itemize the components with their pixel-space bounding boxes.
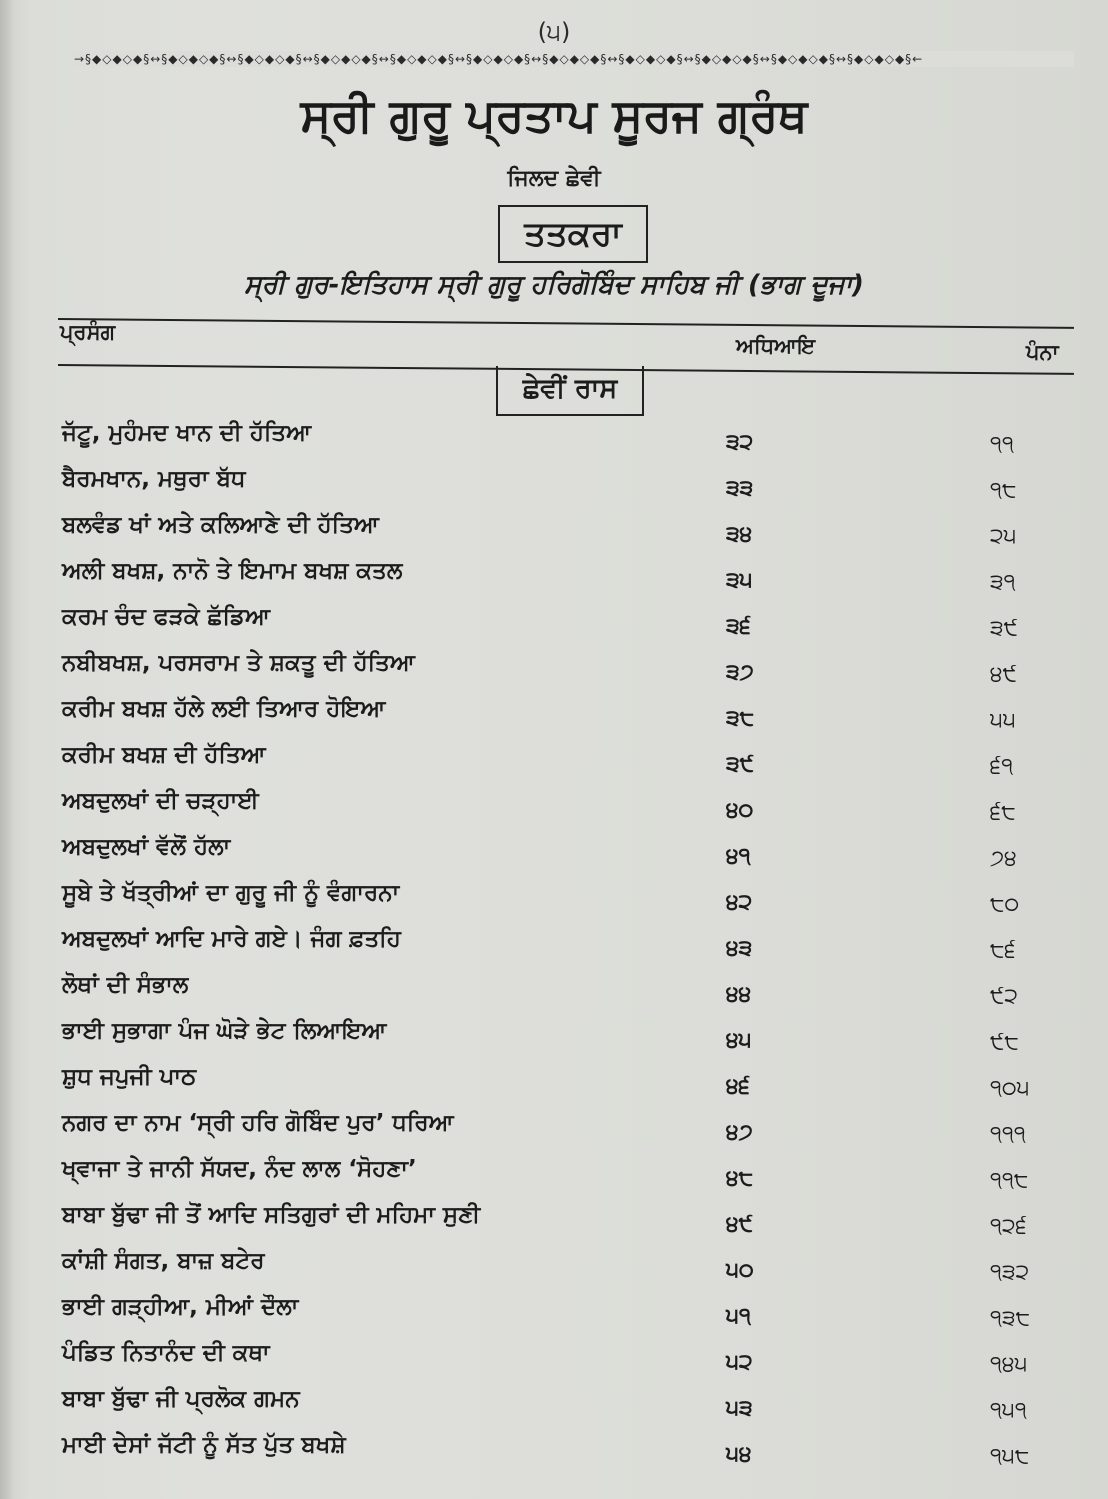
row-topic: ਮਾਈ ਦੇਸਾਂ ਜੱਟੀ ਨੂੰ ਸੱਤ ਪੁੱਤ ਬਖਸ਼ੇ xyxy=(62,1432,346,1458)
row-topic: ਕਰੀਮ ਬਖਸ਼ ਹੱਲੇ ਲਈ ਤਿਆਰ ਹੋਇਆ xyxy=(62,696,386,722)
row-chapter: ੪੮ xyxy=(726,1166,754,1191)
column-header-topic: ਪ੍ਰਸੰਗ xyxy=(60,320,116,344)
row-topic: ਭਾਈ ਸੁਭਾਗਾ ਪੰਜ ਘੋੜੇ ਭੇਟ ਲਿਆਇਆ xyxy=(62,1018,387,1044)
row-page: ੩੧ xyxy=(990,570,1016,595)
table-row xyxy=(0,926,1108,972)
row-topic: ਜੱਟੂ, ਮੁਹੰਮਦ ਖਾਨ ਦੀ ਹੱਤਿਆ xyxy=(62,420,312,446)
table-row xyxy=(0,604,1108,650)
row-chapter: ੪੭ xyxy=(726,1120,753,1145)
row-page: ੧੮ xyxy=(990,478,1017,503)
table-row xyxy=(0,1432,1108,1478)
row-topic: ਭਾਈ ਗੜ੍ਹੀਆ, ਮੀਆਂ ਦੌਲਾ xyxy=(62,1294,299,1320)
row-topic: ਅਬਦੁਲਖਾਂ ਆਦਿ ਮਾਰੇ ਗਏ। ਜੰਗ ਫ਼ਤਹਿ xyxy=(62,926,401,952)
table-header-top-rule xyxy=(58,318,1074,329)
row-topic: ਅਲੀ ਬਖਸ਼, ਨਾਨੋ ਤੇ ਇਮਾਮ ਬਖਸ਼ ਕਤਲ xyxy=(62,558,403,584)
row-page: ੮੬ xyxy=(990,938,1016,963)
row-chapter: ੩੮ xyxy=(726,706,755,731)
row-page: ੧੪੫ xyxy=(990,1352,1028,1377)
column-header-chapter: ਅਧਿਆਇ xyxy=(736,334,816,358)
ornamental-divider-pattern: →§◆◇◆◇◆§↔§◆◇◆◇◆§↔§◆◇◆◇◆§↔§◆◇◆◇◆§↔§◆◇◆◇◆§↔§◆◇◆◇◆§↔§◆◇◆◇◆§↔§◆◇◆◇◆§↔§◆◇◆◇◆§↔§◆◇◆◇◆§↔§◆◇◆◇◆§← xyxy=(74,51,1074,67)
book-title: ਸ੍ਰੀ ਗੁਰੂ ਪ੍ਰਤਾਪ ਸੂਰਜ ਗ੍ਰੰਥ xyxy=(300,88,808,142)
table-row xyxy=(0,696,1108,742)
row-chapter: ੪੪ xyxy=(726,982,752,1007)
row-chapter: ੪੬ xyxy=(726,1074,750,1099)
row-chapter: ੪੫ xyxy=(726,1028,752,1053)
row-chapter: ੪੨ xyxy=(726,890,753,915)
row-page: ੯੨ xyxy=(990,984,1019,1009)
table-row xyxy=(0,1248,1108,1294)
column-header-page: ਪੰਨਾ xyxy=(1026,340,1059,364)
row-topic: ਪੰਡਿਤ ਨਿਤਾਨੰਦ ਦੀ ਕਥਾ xyxy=(62,1340,270,1366)
row-chapter: ੫੧ xyxy=(726,1304,751,1329)
row-chapter: ੫੩ xyxy=(726,1396,753,1421)
table-row xyxy=(0,1340,1108,1386)
row-page: ੧੩੮ xyxy=(990,1306,1031,1331)
row-chapter: ੫੦ xyxy=(726,1258,754,1283)
row-page: ੧੧੧ xyxy=(990,1122,1026,1147)
row-chapter: ੪੯ xyxy=(726,1212,754,1237)
table-row xyxy=(0,558,1108,604)
table-row xyxy=(0,650,1108,696)
row-chapter: ੩੩ xyxy=(726,476,754,501)
table-row xyxy=(0,1156,1108,1202)
row-chapter: ੪੦ xyxy=(726,798,754,823)
row-topic: ਕਾਂਸ਼ੀ ਸੰਗਤ, ਬਾਜ਼ ਬਟੇਰ xyxy=(62,1248,265,1274)
row-topic: ਬੈਰਮਖਾਨ, ਮਥੁਰਾ ਬੱਧ xyxy=(62,466,246,492)
row-topic: ਬਲਵੰਡ ਖਾਂ ਅਤੇ ਕਲਿਆਣੇ ਦੀ ਹੱਤਿਆ xyxy=(62,512,379,538)
row-page: ੯੮ xyxy=(990,1030,1019,1055)
row-topic: ਲੋਥਾਂ ਦੀ ਸੰਭਾਲ xyxy=(62,972,189,998)
table-row xyxy=(0,420,1108,466)
table-row xyxy=(0,512,1108,558)
row-chapter: ੩੬ xyxy=(726,614,751,639)
row-page: ੧੧੮ xyxy=(990,1168,1029,1193)
row-page: ੧੫੧ xyxy=(990,1398,1027,1423)
table-row xyxy=(0,1110,1108,1156)
row-page: ੩੯ xyxy=(990,616,1019,641)
row-page: ੭੪ xyxy=(990,846,1017,871)
row-page: ੧੨੬ xyxy=(990,1214,1027,1239)
toc-heading-box: ਤਤਕਰਾ xyxy=(498,205,648,263)
row-page: ੬੮ xyxy=(990,800,1016,825)
table-row xyxy=(0,788,1108,834)
table-row xyxy=(0,1294,1108,1340)
row-chapter: ੪੩ xyxy=(726,936,753,961)
section-heading-box: ਛੇਵੀਂ ਰਾਸ xyxy=(496,366,644,416)
row-page: ੧੧ xyxy=(990,432,1014,457)
row-topic: ਬਾਬਾ ਬੁੱਢਾ ਜੀ ਤੋਂ ਆਦਿ ਸਤਿਗੁਰਾਂ ਦੀ ਮਹਿਮਾ ਸੁਣੀ xyxy=(62,1202,481,1228)
table-row xyxy=(0,1018,1108,1064)
volume-label: ਜਿਲਦ ਛੇਵੀ xyxy=(507,166,601,191)
row-chapter: ੩੫ xyxy=(726,568,753,593)
table-row xyxy=(0,466,1108,512)
table-row xyxy=(0,742,1108,788)
row-chapter: ੩੨ xyxy=(726,430,754,455)
row-topic: ਸੂਬੇ ਤੇ ਖੱਤ੍ਰੀਆਂ ਦਾ ਗੁਰੂ ਜੀ ਨੂੰ ਵੰਗਾਰਨਾ xyxy=(62,880,400,906)
row-page: ੫੫ xyxy=(990,708,1016,733)
row-chapter: ੩੯ xyxy=(726,752,755,777)
row-chapter: ੫੨ xyxy=(726,1350,753,1375)
row-topic: ਕਰਮ ਚੰਦ ਫੜਕੇ ਛੱਡਿਆ xyxy=(62,604,271,630)
row-topic: ਅਬਦੁਲਖਾਂ ਦੀ ਚੜ੍ਹਾਈ xyxy=(62,788,259,814)
row-page: ੧੫੮ xyxy=(990,1444,1030,1469)
row-topic: ਅਬਦੁਲਖਾਂ ਵੱਲੋਂ ਹੱਲਾ xyxy=(62,834,231,860)
section-subtitle: ਸ੍ਰੀ ਗੁਰ-ਇਤਿਹਾਸ ਸ੍ਰੀ ਗੁਰੂ ਹਰਿਗੋਬਿੰਦ ਸਾਹਿਬ ਜੀ (ਭਾਗ ਦੂਜਾ) xyxy=(244,270,864,300)
row-page: ੧੩੨ xyxy=(990,1260,1030,1285)
row-chapter: ੩੭ xyxy=(726,660,754,685)
table-row xyxy=(0,834,1108,880)
table-row xyxy=(0,1064,1108,1110)
page-number: (੫) xyxy=(537,18,571,46)
row-topic: ਸ਼ੁਧ ਜਪੁਜੀ ਪਾਠ xyxy=(62,1064,197,1090)
table-row xyxy=(0,1386,1108,1432)
row-page: ੪੯ xyxy=(990,662,1018,687)
row-chapter: ੫੪ xyxy=(726,1442,752,1467)
row-topic: ਖ੍ਵਾਜਾ ਤੇ ਜਾਨੀ ਸੱਯਦ, ਨੰਦ ਲਾਲ ‘ਸੋਹਣਾ’ xyxy=(62,1156,417,1182)
row-topic: ਨਗਰ ਦਾ ਨਾਮ ‘ਸ੍ਰੀ ਹਰਿ ਗੋਬਿੰਦ ਪੁਰ’ ਧਰਿਆ xyxy=(62,1110,454,1136)
row-topic: ਬਾਬਾ ਬੁੱਢਾ ਜੀ ਪ੍ਰਲੋਕ ਗਮਨ xyxy=(62,1386,300,1412)
row-page: ੮੦ xyxy=(990,892,1020,917)
row-page: ੧੦੫ xyxy=(990,1076,1030,1101)
table-row xyxy=(0,972,1108,1018)
row-page: ੨੫ xyxy=(990,524,1017,549)
row-chapter: ੪੧ xyxy=(726,844,751,869)
row-page: ੬੧ xyxy=(990,754,1014,779)
table-row xyxy=(0,880,1108,926)
row-topic: ਨਬੀਬਖਸ਼, ਪਰਸਰਾਮ ਤੇ ਸ਼ਕਤੂ ਦੀ ਹੱਤਿਆ xyxy=(62,650,415,676)
row-chapter: ੩੪ xyxy=(726,522,753,547)
row-topic: ਕਰੀਮ ਬਖਸ਼ ਦੀ ਹੱਤਿਆ xyxy=(62,742,266,768)
table-row xyxy=(0,1202,1108,1248)
